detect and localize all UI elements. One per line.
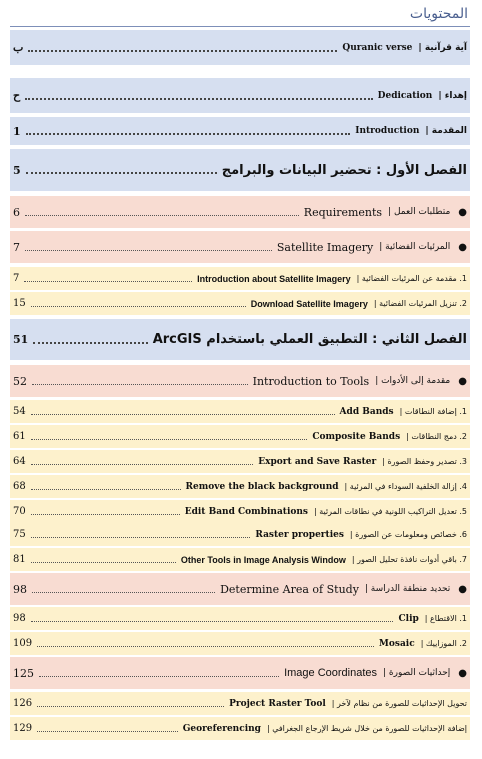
entry-en: Clip [398, 613, 419, 624]
toc-row-chapter-2[interactable] [10, 319, 470, 360]
entry-en: Export and Save Raster [258, 456, 377, 467]
page-number: 81 [13, 554, 26, 565]
toc-row-quranic-verse[interactable] [10, 30, 470, 65]
entry-ar: 3. تصدير وحفظ الصورة | [382, 457, 467, 466]
entry-ar: 2. الموزاييك | [420, 639, 467, 648]
leader-dots [37, 706, 224, 707]
page-number: 51 [13, 333, 29, 346]
entry-ar: 2. دمج النطاقات | [406, 432, 467, 441]
page-number: ح [13, 89, 21, 102]
entry-en: Quranic verse [342, 42, 413, 53]
toc-row-introduction[interactable] [10, 117, 470, 145]
toc-row-add-bands[interactable] [10, 400, 470, 423]
page-number: 61 [13, 431, 26, 442]
page-number: 68 [13, 481, 26, 492]
entry-ar: 6. خصائص ومعلومات عن الصورة | [349, 530, 467, 539]
page-number: 5 [13, 163, 21, 177]
entry-en: Introduction [355, 126, 420, 136]
entry-ar: 4. إزالة الخلفية السوداء في المرئية | [344, 482, 467, 491]
page-number: 98 [13, 582, 27, 596]
toc-row-image-coordinates[interactable] [10, 657, 470, 689]
toc-row-area-of-study[interactable] [10, 573, 470, 605]
entry-en: Dedication [377, 90, 433, 101]
entry-en: Mosaic [378, 638, 415, 649]
page-number: 6 [13, 205, 20, 219]
page-number: 1 [13, 124, 21, 138]
entry-ar: مقدمة إلى الأدوات | [375, 376, 451, 386]
entry-en: Requirements [303, 205, 383, 219]
page-number: 15 [13, 298, 26, 309]
entry-en: Satellite Imagery [276, 240, 374, 254]
entry-en: Georeferencing [182, 723, 261, 734]
entry-ar: تحديد منطقة الدراسة | [364, 584, 451, 594]
toc-row-export-raster[interactable] [10, 450, 470, 473]
page-number: 7 [13, 273, 20, 284]
page-number: 98 [13, 613, 26, 624]
entry-en: Image Coordinates [284, 667, 378, 679]
toc-row-download-satellite[interactable] [10, 292, 470, 315]
entry-en: Introduction about Satellite Imagery [197, 273, 351, 284]
toc-row-dedication[interactable] [10, 78, 470, 113]
page-number: ب [13, 41, 24, 54]
entry-en: Remove the black background [185, 481, 339, 492]
leader-dots [39, 676, 279, 677]
chapter-title: الفصل الثاني : التطبيق العملي باستخدام ArcGIS [152, 332, 467, 347]
toc-row-requirements[interactable] [10, 196, 470, 228]
entry-ar: 1. الاقتطاع | [424, 614, 467, 623]
toc-row-chapter-1[interactable] [10, 149, 470, 191]
entry-ar: إحداثيات الصورة | [383, 668, 451, 678]
entry-en: Composite Bands [312, 431, 401, 442]
entry-en: Project Raster Tool [229, 698, 326, 709]
leader-dots [33, 342, 147, 344]
entry-ar: 5. تعديل التراكيب اللونية في نطاقات المرئية | [313, 507, 467, 516]
page-title: المحتويات [409, 6, 468, 22]
page-number: 126 [13, 698, 33, 709]
bullet-icon: ● [458, 375, 467, 387]
toc-row-band-combinations[interactable] [10, 500, 470, 523]
page-number: 7 [13, 240, 20, 254]
entry-ar: 2. تنزيل المرئيات الفضائية | [373, 299, 467, 308]
entry-ar: 1. مقدمة عن المرئيات الفضائية | [356, 274, 467, 283]
bullet-icon: ● [458, 583, 467, 595]
leader-dots [31, 562, 176, 563]
page-number: 64 [13, 456, 26, 467]
entry-ar: متطلبات العمل | [388, 207, 451, 217]
page-number: 109 [13, 638, 33, 649]
entry-ar: آية قرآنية | [418, 42, 467, 53]
toc-row-mosaic[interactable] [10, 632, 470, 655]
bullet-icon: ● [458, 667, 467, 679]
leader-dots [31, 306, 246, 307]
entry-en: Introduction to Tools [252, 374, 370, 388]
title-rule [10, 26, 470, 27]
entry-en: Edit Band Combinations [184, 506, 308, 517]
toc-row-remove-background[interactable] [10, 475, 470, 498]
toc-row-other-tools[interactable] [10, 548, 470, 571]
toc-row-composite-bands[interactable] [10, 425, 470, 448]
entry-ar: إهداء | [438, 90, 467, 101]
leader-dots [32, 384, 248, 385]
leader-dots [32, 592, 215, 593]
entry-ar: المقدمة | [425, 126, 467, 136]
toc-row-intro-tools[interactable] [10, 365, 470, 397]
leader-dots [31, 537, 251, 538]
toc-row-intro-satellite[interactable] [10, 267, 470, 290]
leader-dots [26, 133, 351, 135]
leader-dots [28, 50, 337, 52]
leader-dots [37, 731, 178, 732]
leader-dots [31, 439, 308, 440]
page-number: 125 [13, 666, 34, 680]
leader-dots [31, 489, 181, 490]
page-number: 54 [13, 406, 26, 417]
leader-dots [25, 250, 272, 251]
entry-en: Other Tools in Image Analysis Window [180, 554, 346, 565]
leader-dots [31, 621, 394, 622]
entry-en: Determine Area of Study [220, 582, 359, 596]
leader-dots [24, 281, 192, 282]
page-number: 70 [13, 506, 26, 517]
entry-ar: إضافة الإحداثيات للصورة من خلال شريط الإرجاع الجغرافي | [266, 724, 467, 733]
bullet-icon: ● [458, 206, 467, 218]
entry-ar: 7. باقي أدوات نافذة تحليل الصور | [351, 555, 467, 564]
toc-row-raster-properties[interactable] [10, 523, 470, 546]
entry-en: Raster properties [255, 529, 344, 540]
entry-en: Add Bands [339, 406, 394, 417]
leader-dots [31, 414, 335, 415]
toc-row-clip[interactable] [10, 607, 470, 630]
entry-ar: المرئيات الفضائية | [379, 242, 451, 252]
page-number: 75 [13, 529, 26, 540]
chapter-title: الفصل الأول : تحضير البيانات والبرامج [221, 162, 467, 178]
leader-dots [31, 464, 254, 465]
toc-row-satellite-imagery[interactable] [10, 231, 470, 263]
leader-dots [37, 646, 374, 647]
leader-dots [25, 98, 373, 100]
toc-row-project-raster[interactable] [10, 692, 470, 715]
page-number: 52 [13, 374, 27, 388]
leader-dots [31, 514, 180, 515]
entry-en: Download Satellite Imagery [250, 298, 368, 309]
page-number: 129 [13, 723, 33, 734]
toc-row-georeferencing[interactable] [10, 717, 470, 740]
bullet-icon: ● [458, 241, 467, 253]
entry-ar: 1. إضافة النطاقات | [399, 407, 467, 416]
leader-dots [26, 172, 217, 174]
leader-dots [25, 215, 299, 216]
entry-ar: تحويل الإحداثيات للصورة من نظام لآخر | [331, 699, 467, 708]
